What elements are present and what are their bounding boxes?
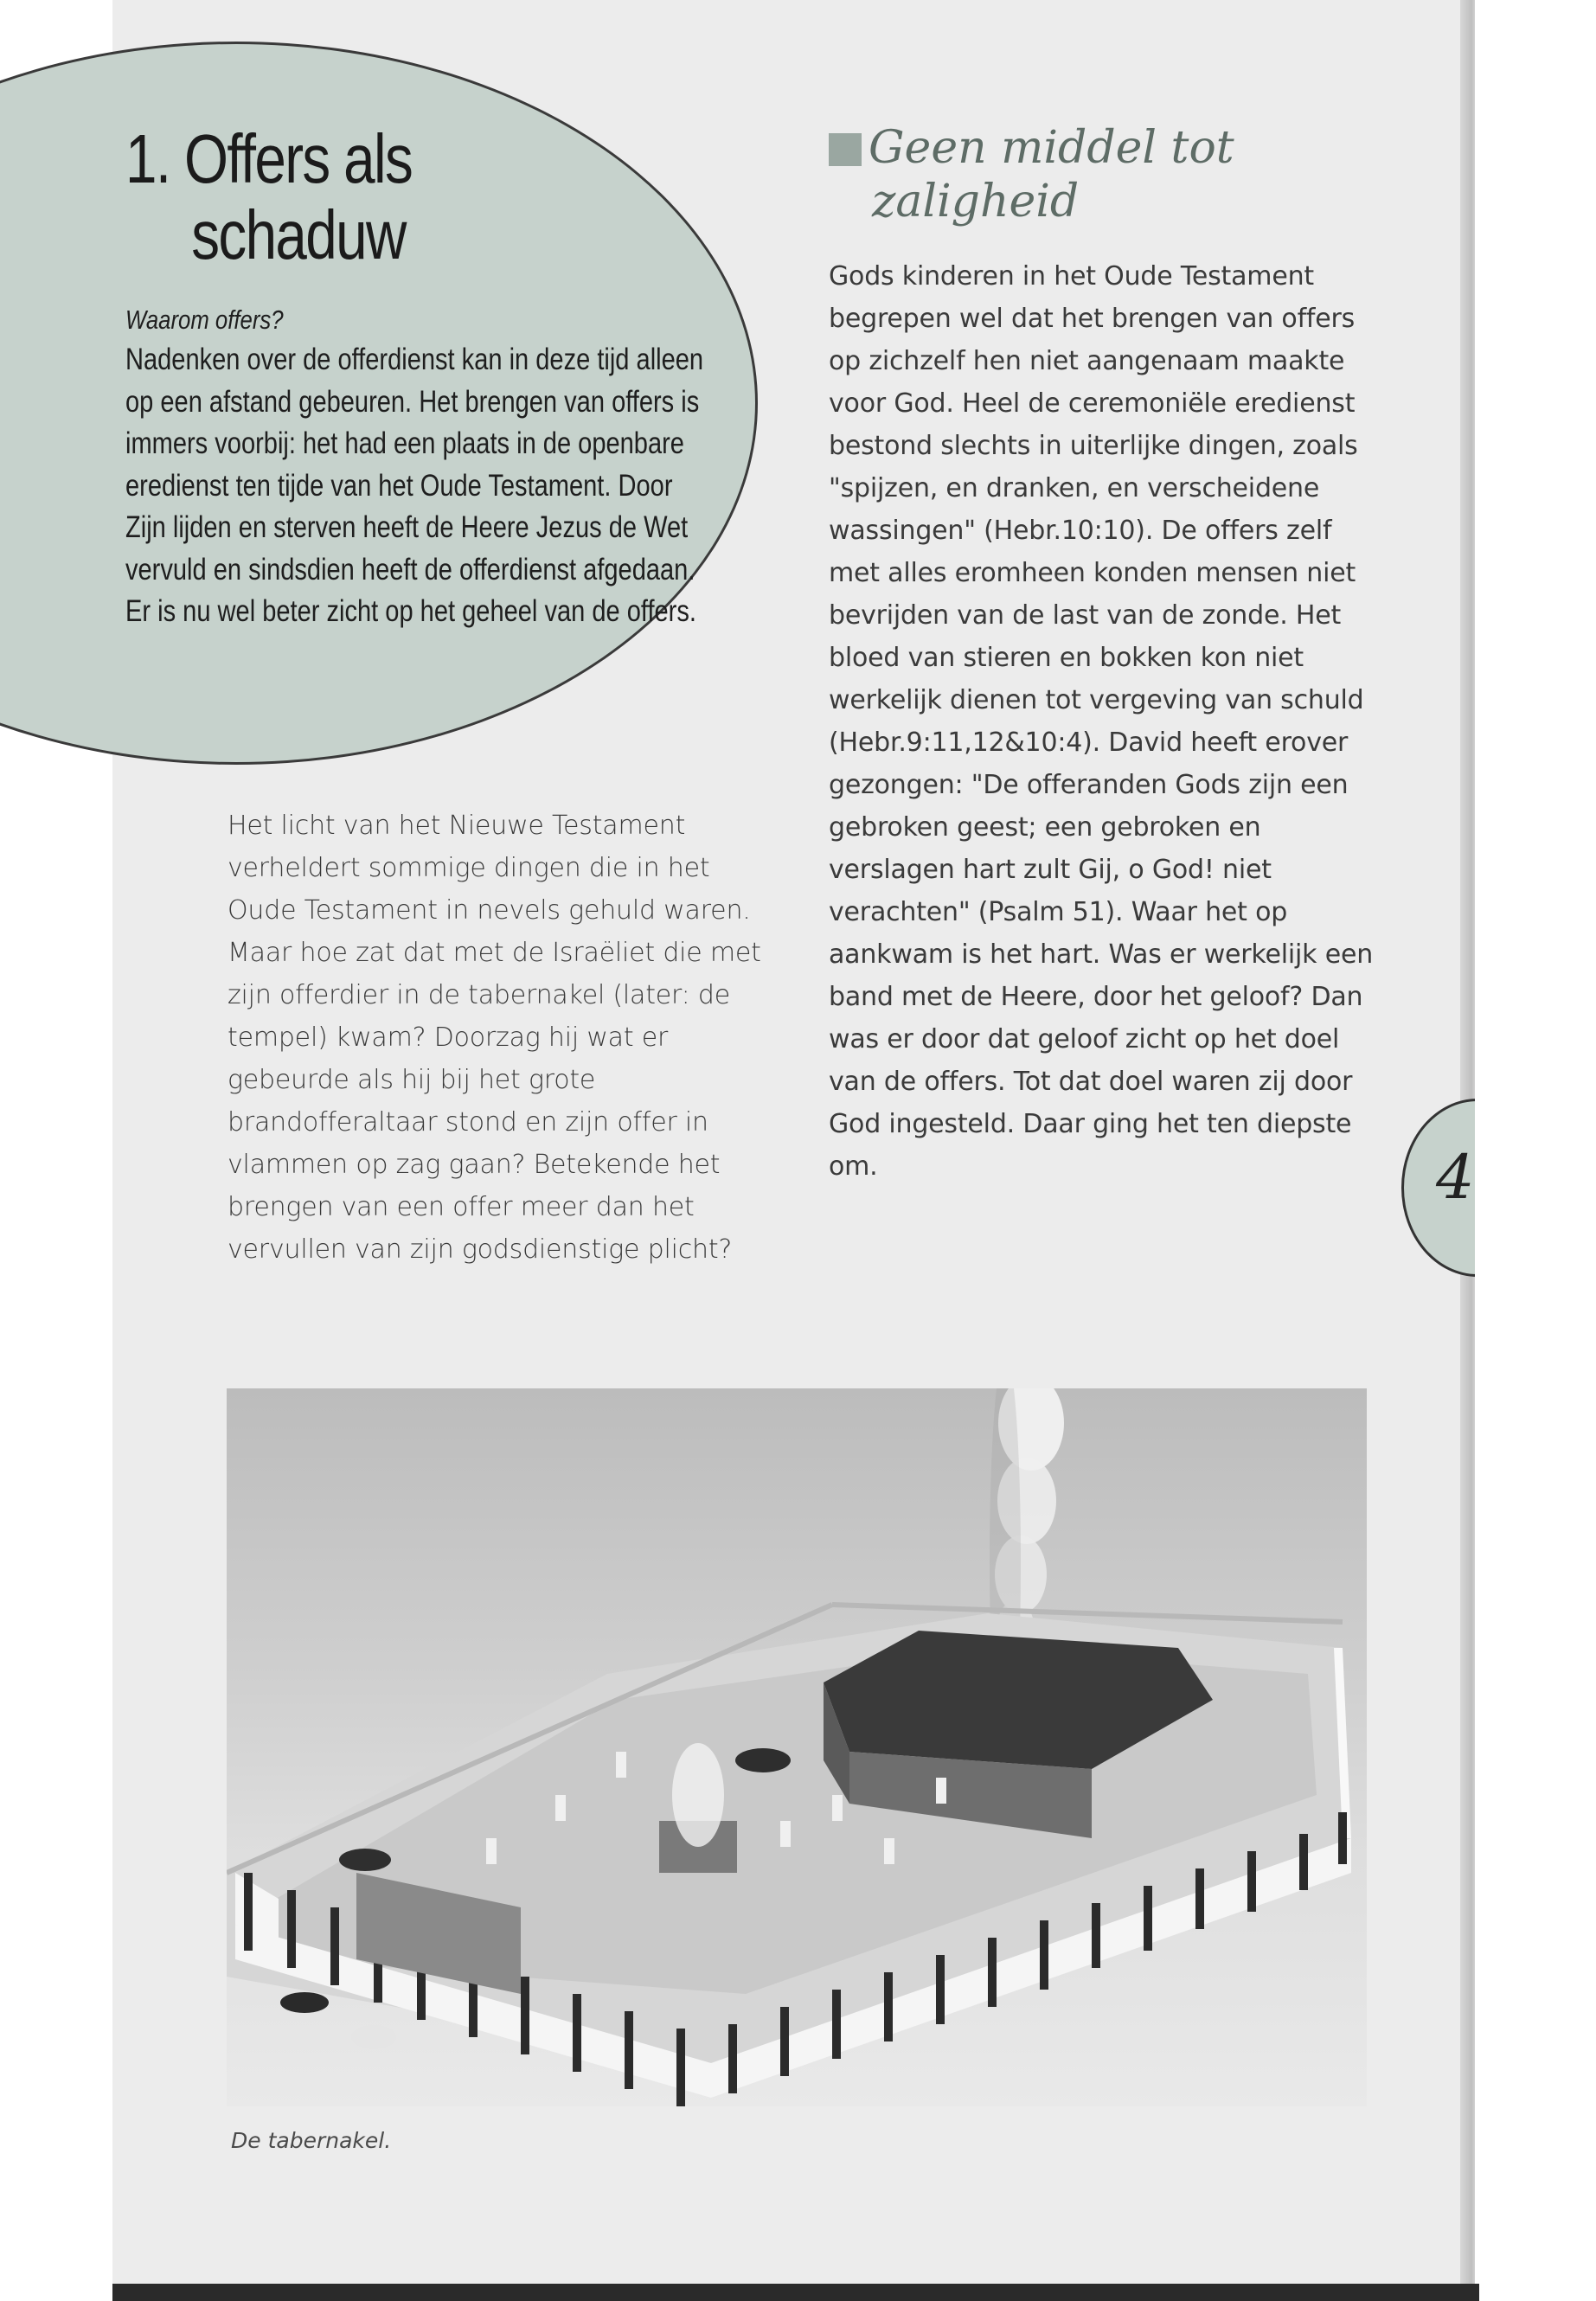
subsection-heading: [829, 121, 1279, 228]
tabernacle-illustration: [227, 1388, 1367, 2106]
section-title: [125, 121, 412, 273]
page-number-tab-clip: [1401, 1090, 1479, 1289]
right-column-body: Gods kinderen in het Oude Testament begrepen wel dat het brengen van offers op zichzelf hen niet aangenaam maakte voor God. Heel de ceremoniële eredienst bestond slechts in uiterlijke dingen, zoals "spijzen, en dranken, en verscheidene wassingen" (Hebr.10:10). De offers zelf met alles eromheen konden mensen niet bevrijden van de last van de zonde. Het bloed van stieren en bokken kon niet werkelijk dienen tot vergeving van schuld (Hebr.9:11,12&10:4). David heeft erover gezongen: "De offeranden Gods zijn een gebroken geest; een gebroken en verslagen hart zult Gij, o God! niet verachten" (Psalm 51). Waar het op aankwam is het hart. Was er werkelijk een band met de Heere, door het geloof? Dan was er door dat geloof zicht op het doel van de offers. Tot dat doel waren zij door God ingesteld. Daar ging het ten diepste om.: [829, 261, 1374, 1182]
page-bottom-edge: [112, 2284, 1479, 2301]
page-number: 4: [1436, 1142, 1475, 1213]
page-margin-right: [1475, 0, 1596, 2301]
section-intro: [125, 303, 715, 633]
intro-text: Nadenken over de offerdienst kan in deze tijd alleen op een afstand gebeuren. Het brengen van offers is immers voorbij: het had een plaats in de openbare eredienst ten tijde van het Oude Testament. Door Zijn lijden en sterven heeft de Heere Jezus de Wet vervuld en sindsdien heeft de offerdienst afgedaan. Er is nu wel beter zicht op het geheel van de offers.: [125, 343, 704, 628]
subsection-heading-line2: zaligheid: [872, 176, 1080, 228]
subsection-heading-line1: Geen middel tot: [869, 122, 1234, 174]
section-title-line2: schaduw: [191, 196, 406, 273]
section-title-line1: 1. Offers als: [125, 120, 413, 197]
figure-caption: De tabernakel.: [231, 2128, 392, 2153]
left-column: [228, 804, 781, 1271]
left-column-paragraph-2: Maar hoe zat dat met de Israëliet die met zijn offerdier in de tabernakel (later: de tempel) kwam? Doorzag hij wat er gebeurde als hij bij het grote brandofferaltaar stond en zijn offer in vlammen op zag gaan? Betekende het brengen van een offer meer dan het vervullen van zijn godsdienstige plicht?: [228, 938, 761, 1265]
intro-question: Waarom offers?: [125, 304, 284, 335]
right-column: [829, 255, 1382, 1188]
left-column-paragraph-1: Het licht van het Nieuwe Testament verheldert sommige dingen die in het Oude Testament in nevels gehuld waren.: [228, 811, 751, 926]
heading-square-marker: [829, 133, 862, 166]
tabernacle-photo: [227, 1388, 1367, 2106]
